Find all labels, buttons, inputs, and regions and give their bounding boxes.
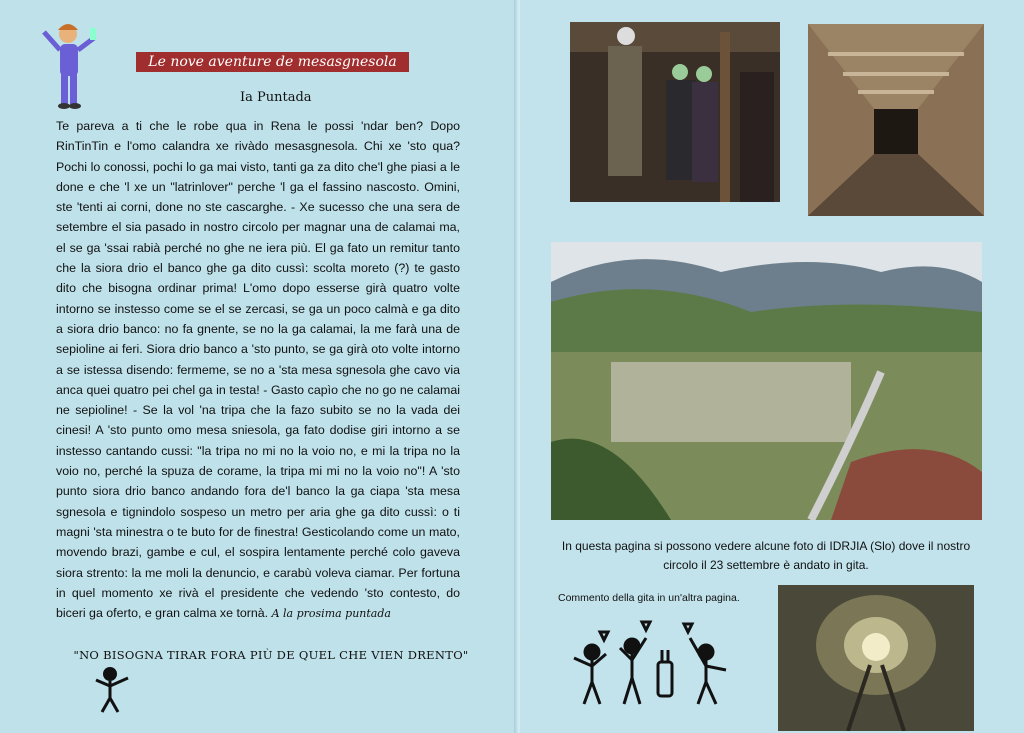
story-body: Te pareva a ti che le robe qua in Rena le possi 'ndar ben? Dopo RinTinTin e l'omo calandra xe rivàdo mesasgnesola. Chi xe 'sto qua? Pochi lo conossi, pochi lo ga mai visto, tanti ga za dito che'l ghe piasi a le done e che 'l xe un "latrinlover" perche 'l ga el fassino nascosto. Omini, ste 'tenti ai corni, done no ste cascarghe. - Xe sucesso che una sera de setembre el sia pasado in nostro circolo per magnar una de calamai ma, el se ga 'ssai rabià perché no ghe ne iera più. El ga fato un remitur tanto che la siora drio el banco ghe ga dito cussì: scolta moreto (?) te gasto dito che bisogna ordinar prima! L'omo dopo esserse girà quatro volte intorno se instesso come se el se zercasi, se ga un poco calmà e ga dito a siora drio banco: no fa gnente, se no la ga calamai, la me farà una de sepioline ai feri. Siora drio banco a 'sto punto, se ga girà oto volte intorno a se istessa disendo: fermeme, se no a 'sta mesa sgnesola ghe cavo via anca quei quatro pei chel ga in testa! - Gasto capìo che no go ne calamai ne sepioline! - Se la vol 'na tripa che la fazo subito se no la vada dei cinesi! A 'sto punto omo mesa sniesola, ga fato dodise giri intorno a se instesso cantando cussi: "la tripa no mi no la voio no, e mi la tripa no la voio no, perché la spuza de corame, la tripa mi mi no la voio no"! A 'sto punto siora drio banco andando fora de'l banco la ga ciapa 'sta mesa sgnesola e tignindolo sospeso un metro per aria ghe ga dito cussì: o ti magni 'sta minestra o te buto for de finestra! Gesticolando come un mato, movendo brazi, gambe e cul, el sospira lentamente perché colo gaveva siora strento: la me moli la denuncio, e carabù voleva ciamar. Per fortuna in quel momento xe rivà el presidente che vedendo 'sto contesto, do biceri ga oferto, e gran calma xe tornà.	[56, 119, 460, 621]
tunnel-light-photo	[778, 585, 974, 731]
signoff: A la prosima puntada	[271, 607, 391, 621]
episode-subtitle: Ia Puntada	[240, 90, 312, 105]
story-text	[56, 116, 460, 624]
toasting-figures-icon	[566, 608, 736, 708]
idrija-town-panorama	[551, 242, 982, 520]
mascot-illustration	[38, 20, 102, 112]
mine-visitors-photo	[570, 22, 780, 202]
banner-title: Le nove aventure de mesasgnesola	[136, 52, 409, 72]
mine-tunnel-photo	[808, 24, 984, 216]
photo-caption: In questa pagina si possono vedere alcune foto di IDRJIA (Slo) dove il nostro circolo il 23 settembre è andato in gita.	[561, 539, 971, 572]
motto-quote: "NO BISOGNA TIRAR FORA PIÙ DE QUEL CHE VIEN DRENTO"	[73, 648, 469, 662]
trip-comment-note: Commento della gita in un'altra pagina.	[558, 592, 740, 604]
stick-figure-icon	[88, 666, 142, 714]
